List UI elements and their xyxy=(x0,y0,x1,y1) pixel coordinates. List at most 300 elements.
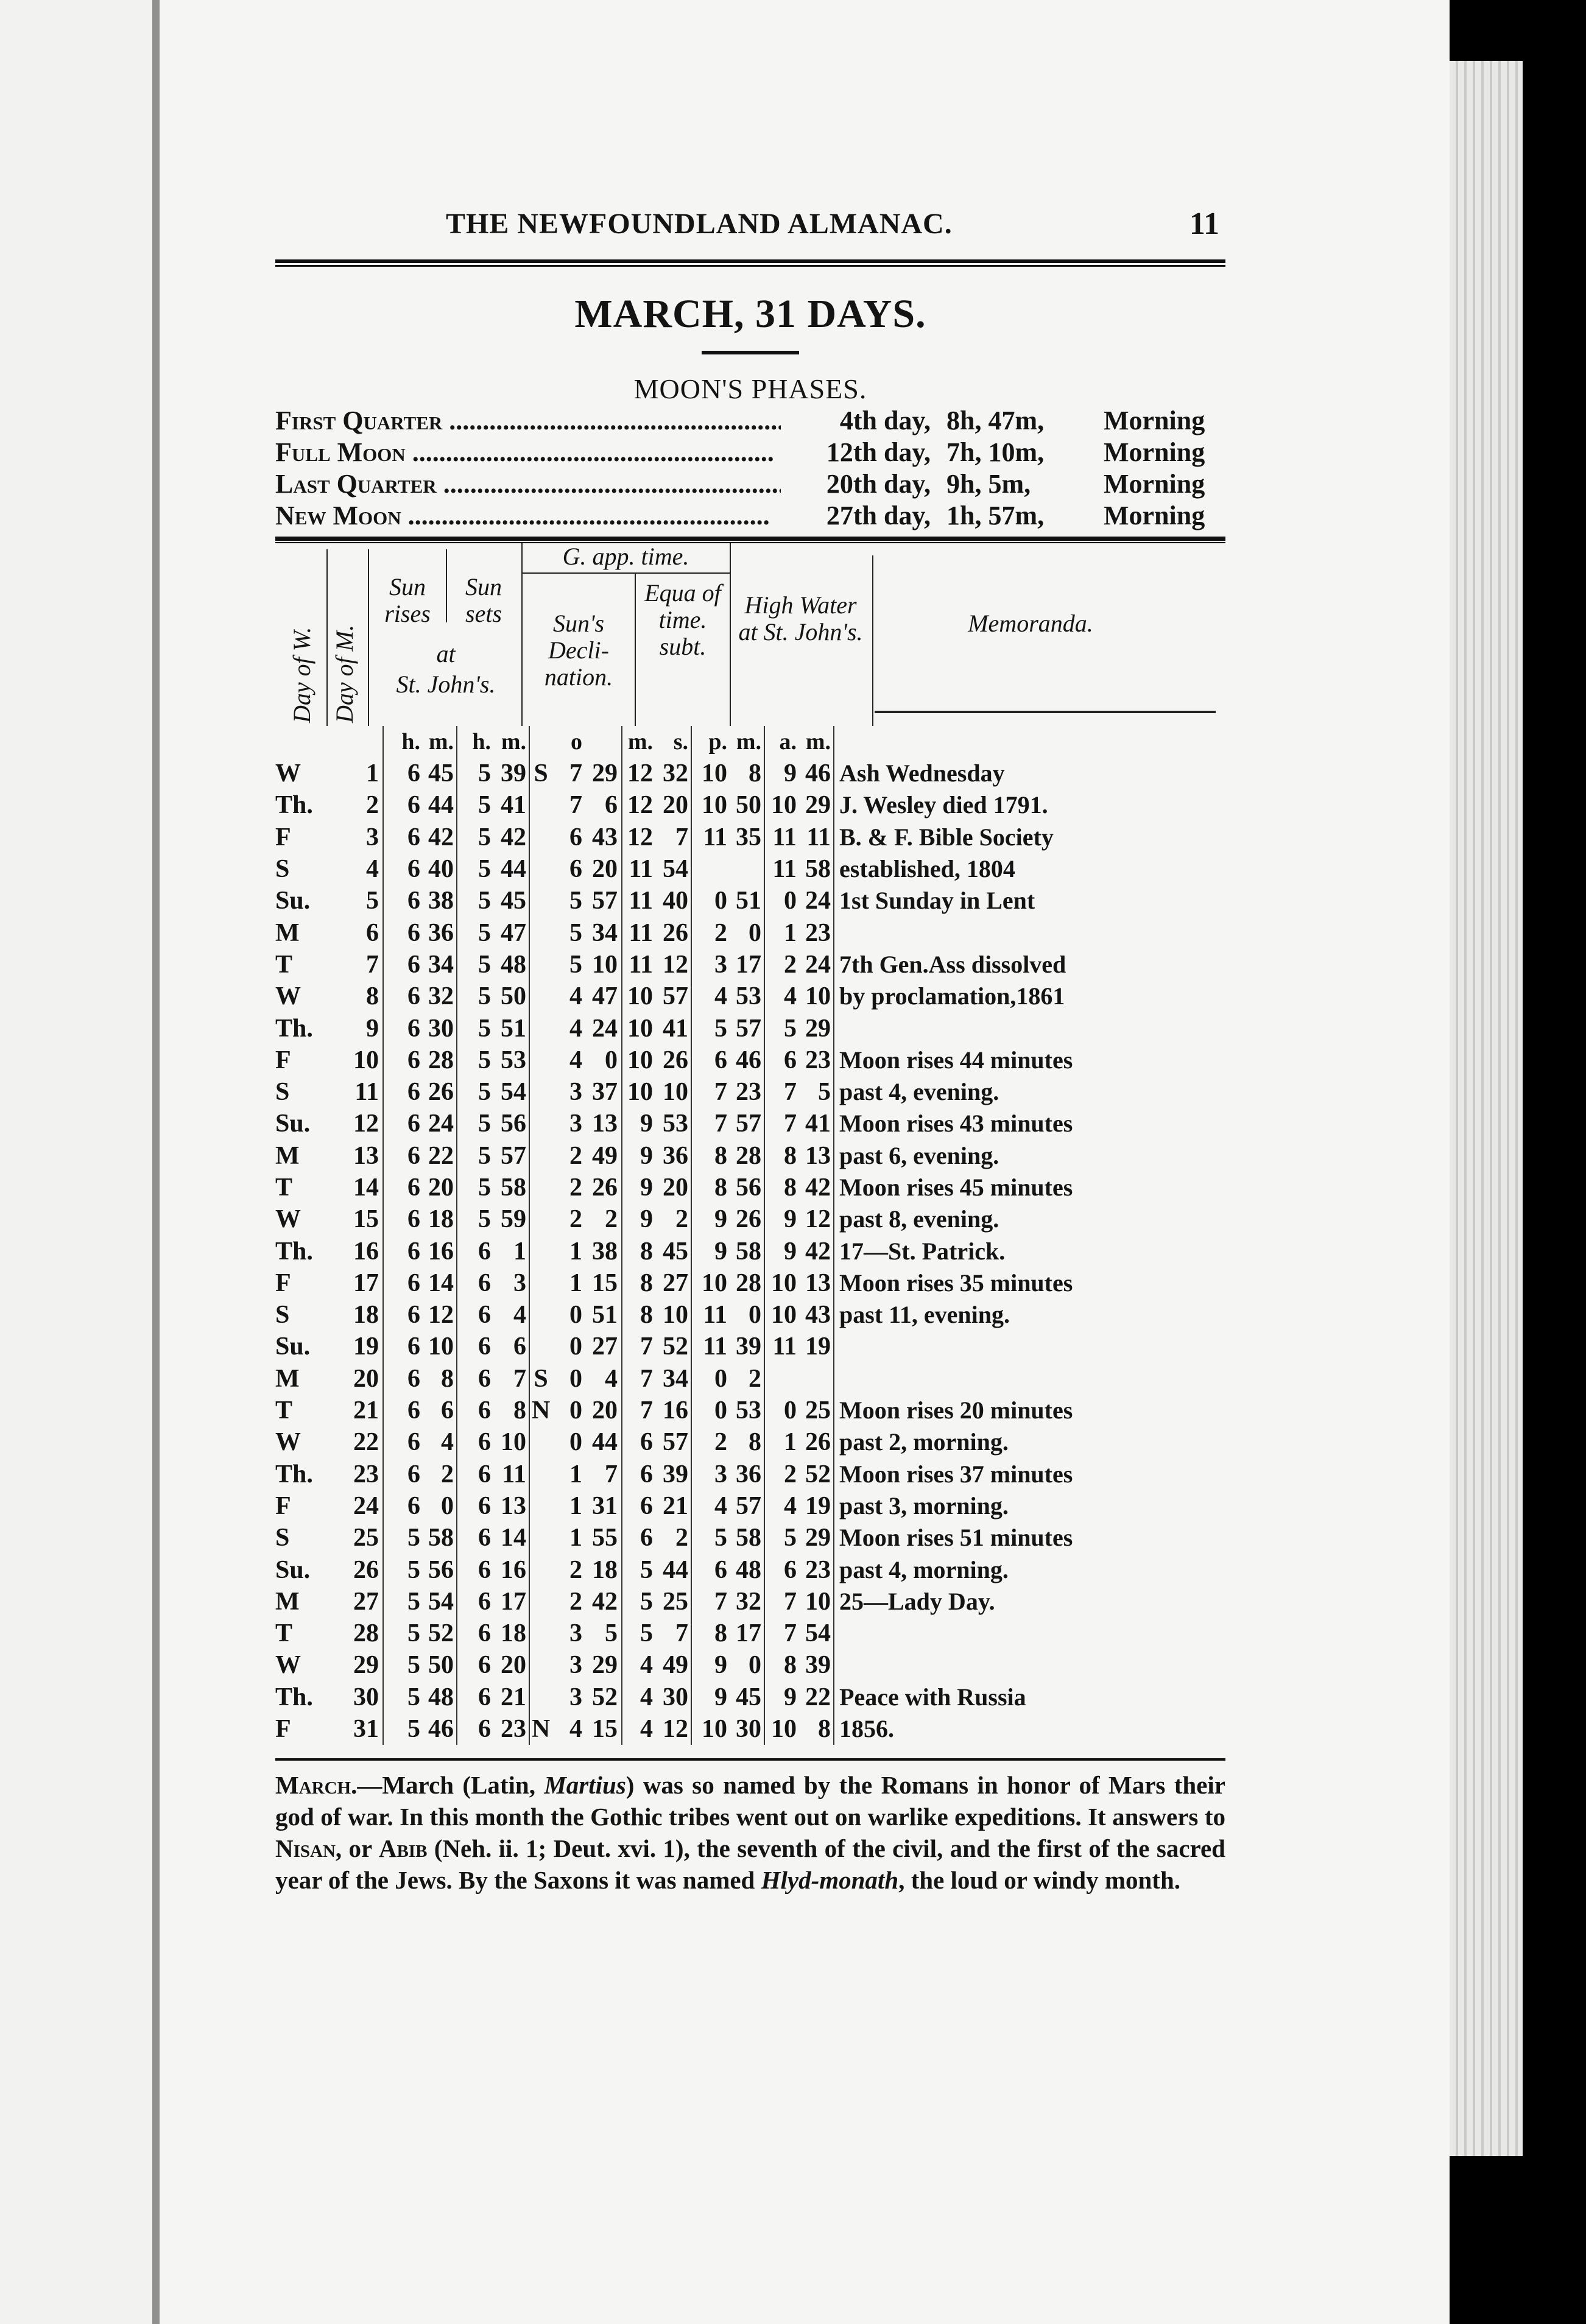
cell-dns: N xyxy=(531,1396,551,1425)
cell-dns xyxy=(529,1203,552,1235)
cell-pmh: 6 xyxy=(714,1046,727,1074)
cell-dns: N xyxy=(531,1715,551,1744)
unit-cell: m. xyxy=(491,726,529,758)
cell-memo: 1st Sunday in Lent xyxy=(839,887,1035,915)
phase-day: 20th day, xyxy=(826,469,931,499)
cell-pmh: 7 xyxy=(714,1078,727,1107)
cell-dns xyxy=(529,822,552,853)
phase-day: 4th day, xyxy=(839,406,931,435)
cell-pmh: 5 xyxy=(714,1014,727,1043)
page-stack-edge xyxy=(1450,61,1523,2156)
cell-dns xyxy=(529,1267,552,1299)
unit-cell: m. xyxy=(797,726,834,758)
header-high-water: High Water at St. John's. xyxy=(738,591,863,646)
footnote-abib: Abib xyxy=(378,1834,428,1863)
cell-dmn: 15 xyxy=(582,1267,622,1299)
cell-srm: 45 xyxy=(420,758,457,789)
moon-phase-row xyxy=(275,468,1225,500)
cell-dns xyxy=(529,1459,552,1490)
cell-eqm: 9 xyxy=(640,1205,653,1234)
cell-ssh: 6 xyxy=(478,1491,491,1520)
cell-amm: 41 xyxy=(797,1108,834,1139)
cell-dmn: 31 xyxy=(582,1490,622,1522)
cell-dm: 5 xyxy=(342,885,383,917)
cell-eqs: 40 xyxy=(653,885,691,917)
footnote-saxon-name: Hlyd-monath xyxy=(761,1866,899,1895)
cell-dm: 12 xyxy=(342,1108,383,1139)
cell-dw: T xyxy=(275,1619,293,1648)
cell-dw: F xyxy=(275,1269,291,1297)
cell-ssh: 5 xyxy=(478,1110,491,1138)
cell-ssh: 5 xyxy=(478,855,491,884)
cell-amh: 2 xyxy=(784,950,797,979)
cell-srm: 4 xyxy=(420,1426,457,1458)
cell-srh: 6 xyxy=(407,1141,420,1170)
cell-ssm: 57 xyxy=(491,1140,529,1172)
cell-dns xyxy=(529,1490,552,1522)
cell-ddg: 3 xyxy=(569,1619,582,1648)
cell-eqm: 7 xyxy=(640,1333,653,1361)
cell-dw: Su. xyxy=(275,1333,311,1361)
cell-pmh: 10 xyxy=(702,1269,727,1297)
cell-amh: 10 xyxy=(771,1301,797,1329)
cell-amh: 4 xyxy=(784,1491,797,1520)
cell-dm: 31 xyxy=(342,1713,383,1745)
cell-srh: 5 xyxy=(407,1587,420,1616)
cell-pmh: 8 xyxy=(714,1619,727,1648)
cell-amh: 9 xyxy=(784,1683,797,1711)
cell-dmn: 37 xyxy=(582,1076,622,1108)
cell-pmm: 58 xyxy=(727,1235,764,1267)
cell-pmh: 10 xyxy=(702,791,727,820)
cell-pmm: 28 xyxy=(727,1267,764,1299)
cell-eqs: 52 xyxy=(653,1331,691,1362)
cell-srh: 6 xyxy=(407,1110,420,1138)
cell-srh: 6 xyxy=(407,918,420,947)
cell-dw: W xyxy=(275,759,301,788)
cell-srm: 48 xyxy=(420,1681,457,1713)
cell-pmh: 9 xyxy=(714,1683,727,1711)
cell-srm: 8 xyxy=(420,1363,457,1395)
cell-ssm: 39 xyxy=(491,758,529,789)
cell-dm: 6 xyxy=(342,917,383,948)
phase-period: Morning xyxy=(1104,437,1205,467)
cell-amh xyxy=(764,1363,797,1395)
cell-dmn: 52 xyxy=(582,1681,622,1713)
cell-ddg: 7 xyxy=(569,759,582,788)
cell-dmn: 24 xyxy=(582,1012,622,1044)
cell-dw: Th. xyxy=(275,791,313,820)
phase-day: 12th day, xyxy=(826,437,931,467)
cell-pmh: 3 xyxy=(714,1460,727,1488)
cell-dns xyxy=(529,1172,552,1203)
cell-dns xyxy=(529,1235,552,1267)
table-row xyxy=(275,1235,1144,1267)
cell-amh: 9 xyxy=(784,1205,797,1234)
cell-amh: 9 xyxy=(784,759,797,788)
table-row xyxy=(275,1649,1144,1681)
cell-ssh: 6 xyxy=(478,1619,491,1648)
cell-amm: 58 xyxy=(797,853,834,885)
cell-dw: S xyxy=(275,1524,290,1552)
cell-amh: 8 xyxy=(784,1174,797,1202)
cell-eqm: 11 xyxy=(629,918,653,947)
cell-dw: T xyxy=(275,1174,293,1202)
cell-pmh: 4 xyxy=(714,1491,727,1520)
phases-rule xyxy=(275,537,1225,543)
cell-srm: 6 xyxy=(420,1395,457,1426)
cell-ddg: 6 xyxy=(569,855,582,884)
cell-ssh: 5 xyxy=(478,791,491,820)
cell-srm: 24 xyxy=(420,1108,457,1139)
cell-memo: Peace with Russia xyxy=(839,1683,1026,1711)
cell-memo: J. Wesley died 1791. xyxy=(839,791,1048,819)
cell-srm: 0 xyxy=(420,1490,457,1522)
cell-eqs: 25 xyxy=(653,1586,691,1618)
cell-eqs: 7 xyxy=(653,1618,691,1649)
cell-amm: 52 xyxy=(797,1459,834,1490)
cell-amh: 5 xyxy=(784,1524,797,1552)
cell-dm: 9 xyxy=(342,1012,383,1044)
table-row xyxy=(275,885,1144,917)
cell-dw: M xyxy=(275,1587,300,1616)
cell-ddg: 3 xyxy=(569,1110,582,1138)
unit-cell: a. xyxy=(779,729,797,755)
cell-dns xyxy=(529,917,552,948)
header-memoranda: Memoranda. xyxy=(968,610,1093,637)
cell-dm: 16 xyxy=(342,1235,383,1267)
page-content xyxy=(275,201,1225,1896)
cell-ssh: 6 xyxy=(478,1301,491,1329)
cell-dm: 19 xyxy=(342,1331,383,1362)
cell-ddg: 2 xyxy=(569,1205,582,1234)
cell-dmn: 34 xyxy=(582,917,622,948)
cell-dm: 24 xyxy=(342,1490,383,1522)
cell-memo: Moon rises 35 minutes xyxy=(839,1269,1073,1297)
cell-pmm: 0 xyxy=(727,917,764,948)
cell-pmh: 9 xyxy=(714,1651,727,1680)
cell-pmh: 4 xyxy=(714,982,727,1011)
cell-memo: past 4, morning. xyxy=(839,1555,1009,1583)
book-gutter xyxy=(152,0,160,2324)
cell-pmm: 28 xyxy=(727,1140,764,1172)
cell-srm: 50 xyxy=(420,1649,457,1681)
cell-ddg: 0 xyxy=(569,1428,582,1457)
cell-amm: 11 xyxy=(797,822,834,853)
cell-memo: past 2, morning. xyxy=(839,1428,1009,1456)
phase-period: Morning xyxy=(1104,501,1205,530)
table-row xyxy=(275,789,1144,821)
cell-eqs: 41 xyxy=(653,1012,691,1044)
cell-dw: Th. xyxy=(275,1460,313,1488)
cell-eqs: 57 xyxy=(653,981,691,1012)
footnote-text: (Neh. ii. 1; Deut. xvi. 1), the seventh of the civil, and the first of the sacred year of the Jews. By the Saxons it was named xyxy=(275,1834,1225,1895)
cell-amm: 39 xyxy=(797,1649,834,1681)
cell-amh: 4 xyxy=(784,982,797,1011)
cell-srm: 58 xyxy=(420,1522,457,1554)
table-row xyxy=(275,1140,1144,1172)
cell-ddg: 0 xyxy=(569,1333,582,1361)
cell-memo: established, 1804 xyxy=(839,855,1015,883)
cell-srh: 6 xyxy=(407,982,420,1011)
cell-pmm: 8 xyxy=(727,758,764,789)
cell-eqs: 26 xyxy=(653,1044,691,1076)
cell-ddg: 0 xyxy=(569,1364,582,1393)
cell-ssm: 50 xyxy=(491,981,529,1012)
cell-ssh: 6 xyxy=(478,1651,491,1680)
cell-memo xyxy=(834,1012,1144,1044)
cell-dmn: 7 xyxy=(582,1459,622,1490)
cell-amh: 11 xyxy=(772,1333,797,1361)
cell-pmm: 26 xyxy=(727,1203,764,1235)
cell-amm xyxy=(797,1363,834,1395)
cell-dm: 7 xyxy=(342,949,383,981)
cell-eqm: 5 xyxy=(640,1619,653,1648)
cell-dns xyxy=(529,1331,552,1362)
cell-dm: 1 xyxy=(342,758,383,789)
cell-eqs: 12 xyxy=(653,949,691,981)
cell-eqm: 6 xyxy=(640,1524,653,1552)
cell-ssh: 6 xyxy=(478,1524,491,1552)
cell-pmm: 39 xyxy=(727,1331,764,1362)
cell-amm: 19 xyxy=(797,1331,834,1362)
cell-ssm: 21 xyxy=(491,1681,529,1713)
cell-memo: Moon rises 37 minutes xyxy=(839,1460,1073,1488)
cell-pmm: 57 xyxy=(727,1108,764,1139)
cell-amm: 23 xyxy=(797,1044,834,1076)
cell-ddg: 1 xyxy=(569,1460,582,1488)
unit-cell xyxy=(529,726,552,758)
cell-dmn: 5 xyxy=(582,1618,622,1649)
cell-amm: 10 xyxy=(797,1586,834,1618)
cell-eqm: 4 xyxy=(640,1715,653,1744)
table-row xyxy=(275,1363,1144,1395)
cell-dmn: 18 xyxy=(582,1554,622,1585)
unit-cell xyxy=(582,726,622,758)
cell-ssh: 6 xyxy=(478,1333,491,1361)
cell-dm: 29 xyxy=(342,1649,383,1681)
cell-eqs: 26 xyxy=(653,917,691,948)
cell-srm: 44 xyxy=(420,789,457,821)
cell-amm: 13 xyxy=(797,1267,834,1299)
cell-dmn: 55 xyxy=(582,1522,622,1554)
cell-ddg: 7 xyxy=(569,791,582,820)
cell-eqm: 8 xyxy=(640,1237,653,1266)
cell-memo: B. & F. Bible Society xyxy=(839,823,1054,851)
cell-ssm: 10 xyxy=(491,1426,529,1458)
phase-name: Full Moon ..... xyxy=(275,437,781,468)
phase-time: 7h, 10m, xyxy=(946,437,1045,467)
cell-srh: 6 xyxy=(407,1205,420,1234)
table-row xyxy=(275,1203,1144,1235)
unit-cell: m. xyxy=(727,726,764,758)
header-rule xyxy=(275,259,1225,267)
cell-dns xyxy=(529,981,552,1012)
cell-ssm: 3 xyxy=(491,1267,529,1299)
cell-eqm: 4 xyxy=(640,1651,653,1680)
cell-srh: 6 xyxy=(407,759,420,788)
cell-ssh: 5 xyxy=(478,1205,491,1234)
cell-pmm: 17 xyxy=(727,949,764,981)
cell-srh: 5 xyxy=(407,1683,420,1711)
cell-pmh: 11 xyxy=(703,823,727,851)
cell-dw: T xyxy=(275,950,293,979)
cell-pmm: 30 xyxy=(727,1713,764,1745)
cell-dns xyxy=(529,1076,552,1108)
footnote-text: , the loud or windy month. xyxy=(898,1866,1181,1895)
cell-pmh: 9 xyxy=(714,1237,727,1266)
cell-dns xyxy=(529,1140,552,1172)
table-row xyxy=(275,822,1144,853)
cell-amm: 25 xyxy=(797,1395,834,1426)
cell-amh: 1 xyxy=(784,918,797,947)
cell-ssm: 1 xyxy=(491,1235,529,1267)
cell-dmn: 47 xyxy=(582,981,622,1012)
cell-memo xyxy=(834,1649,1144,1681)
table-row xyxy=(275,1618,1144,1649)
moon-phase-row xyxy=(275,500,1225,532)
cell-amm: 23 xyxy=(797,1554,834,1585)
table-row xyxy=(275,981,1144,1012)
cell-memo: past 3, morning. xyxy=(839,1491,1009,1519)
cell-pmh: 2 xyxy=(714,918,727,947)
cell-memo: Moon rises 51 minutes xyxy=(839,1524,1073,1552)
cell-dmn: 29 xyxy=(582,1649,622,1681)
cell-dm: 26 xyxy=(342,1554,383,1585)
cell-eqs: 44 xyxy=(653,1554,691,1585)
cell-dmn: 15 xyxy=(582,1713,622,1745)
cell-ssh: 5 xyxy=(478,982,491,1011)
cell-dns xyxy=(529,853,552,885)
cell-dns xyxy=(529,1618,552,1649)
header-st-johns: St. John's. xyxy=(396,671,496,698)
cell-dw: Th. xyxy=(275,1237,313,1266)
cell-pmm: 45 xyxy=(727,1681,764,1713)
cell-eqm: 8 xyxy=(640,1269,653,1297)
cell-eqm: 7 xyxy=(640,1396,653,1425)
cell-ddg: 4 xyxy=(569,1046,582,1074)
title-rule xyxy=(702,351,799,354)
cell-amh: 2 xyxy=(784,1460,797,1488)
cell-memo xyxy=(834,1363,1144,1395)
cell-ssm: 6 xyxy=(491,1331,529,1362)
cell-memo: past 11, evening. xyxy=(839,1301,1010,1329)
cell-dns xyxy=(529,1649,552,1681)
cell-dmn: 0 xyxy=(582,1044,622,1076)
cell-ssm: 42 xyxy=(491,822,529,853)
cell-pmm: 57 xyxy=(727,1490,764,1522)
cell-srm: 46 xyxy=(420,1713,457,1745)
cell-dmn: 44 xyxy=(582,1426,622,1458)
phase-name: New Moon ..... xyxy=(275,500,781,532)
cell-eqm: 4 xyxy=(640,1683,653,1711)
cell-srm: 18 xyxy=(420,1203,457,1235)
cell-eqs: 53 xyxy=(653,1108,691,1139)
cell-srm: 54 xyxy=(420,1586,457,1618)
moon-phases-list xyxy=(275,405,1225,532)
unit-cell: m. xyxy=(627,729,653,755)
cell-pmh: 2 xyxy=(714,1428,727,1457)
cell-pmm: 17 xyxy=(727,1618,764,1649)
cell-memo: past 4, evening. xyxy=(839,1078,999,1106)
table-row xyxy=(275,1395,1144,1426)
cell-amh: 7 xyxy=(784,1110,797,1138)
cell-dns xyxy=(529,1044,552,1076)
header-declination: Sun's Decli- nation. xyxy=(544,610,613,691)
cell-pmm: 50 xyxy=(727,789,764,821)
phase-time: 1h, 57m, xyxy=(946,501,1045,530)
cell-ddg: 2 xyxy=(569,1174,582,1202)
table-row xyxy=(275,1681,1144,1713)
cell-srh: 6 xyxy=(407,1046,420,1074)
cell-pmh: 8 xyxy=(714,1174,727,1202)
cell-ddg: 3 xyxy=(569,1078,582,1107)
cell-ssm: 54 xyxy=(491,1076,529,1108)
cell-amh: 1 xyxy=(784,1428,797,1457)
cell-pmm: 32 xyxy=(727,1586,764,1618)
cell-dm: 30 xyxy=(342,1681,383,1713)
cell-eqm: 9 xyxy=(640,1174,653,1202)
cell-ssh: 6 xyxy=(478,1269,491,1297)
cell-pmh: 7 xyxy=(714,1587,727,1616)
cell-eqs: 20 xyxy=(653,789,691,821)
header-equation-of-time: Equa of time. subt. xyxy=(644,579,721,660)
cell-srh: 6 xyxy=(407,1269,420,1297)
cell-ssm: 8 xyxy=(491,1395,529,1426)
cell-srm: 14 xyxy=(420,1267,457,1299)
units-row xyxy=(275,726,1144,758)
cell-amh: 9 xyxy=(784,1237,797,1266)
phase-day: 27th day, xyxy=(826,501,931,530)
cell-ddg: 3 xyxy=(569,1683,582,1711)
cell-amm: 42 xyxy=(797,1235,834,1267)
cell-eqm: 7 xyxy=(640,1364,653,1393)
cell-eqm: 12 xyxy=(627,823,653,851)
cell-dmn: 49 xyxy=(582,1140,622,1172)
cell-amm: 24 xyxy=(797,949,834,981)
cell-dns xyxy=(529,1586,552,1618)
cell-dns xyxy=(529,949,552,981)
cell-ddg: 5 xyxy=(569,950,582,979)
table-row xyxy=(275,853,1144,885)
cell-dw: W xyxy=(275,982,301,1011)
table-row xyxy=(275,1267,1144,1299)
cell-pmm: 56 xyxy=(727,1172,764,1203)
cell-eqm: 8 xyxy=(640,1301,653,1329)
cell-eqs: 49 xyxy=(653,1649,691,1681)
cell-dw: F xyxy=(275,1715,291,1744)
cell-amm: 43 xyxy=(797,1299,834,1331)
cell-ddg: 4 xyxy=(569,1014,582,1043)
cell-dns xyxy=(529,789,552,821)
cell-eqs: 30 xyxy=(653,1681,691,1713)
cell-ddg: 1 xyxy=(569,1491,582,1520)
unit-cell: o xyxy=(571,729,582,755)
cell-eqm: 5 xyxy=(640,1555,653,1584)
cell-dmn: 43 xyxy=(582,822,622,853)
cell-eqs: 10 xyxy=(653,1076,691,1108)
cell-srh: 6 xyxy=(407,1174,420,1202)
moon-phases-title: MOON'S PHASES. xyxy=(633,373,867,404)
cell-dm: 27 xyxy=(342,1586,383,1618)
table-row xyxy=(275,1586,1144,1618)
cell-dmn: 6 xyxy=(582,789,622,821)
unit-cell xyxy=(834,726,1144,758)
table-row xyxy=(275,917,1144,948)
cell-dm: 13 xyxy=(342,1140,383,1172)
cell-ddg: 1 xyxy=(569,1237,582,1266)
cell-dmn: 4 xyxy=(582,1363,622,1395)
